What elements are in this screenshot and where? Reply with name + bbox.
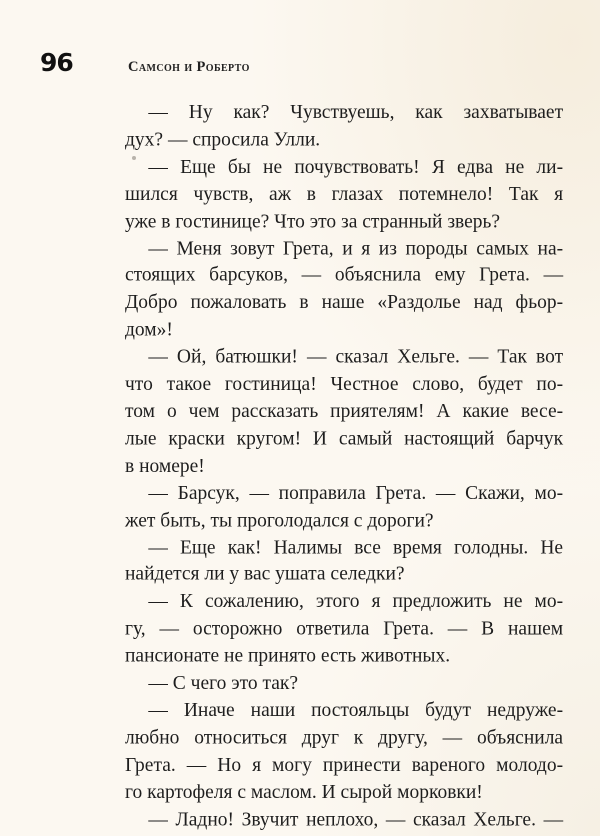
text-line: Добро пожаловать в наше «Раздолье над фьор- — [125, 292, 564, 314]
text-line: — Ой, батюшки! — сказал Хельге. — Так вот — [148, 347, 564, 369]
book-title: Самсон и Роберто — [128, 59, 250, 75]
text-line: гу, — осторожно ответила Грета. — В нашем — [125, 618, 564, 640]
text-line: — Еще бы не почувствовать! Я едва не ли- — [148, 156, 564, 178]
text-line: что такое гостиница! Честное слово, будет по- — [125, 374, 564, 396]
text-line: — Еще как! Налимы все время голодны. Не — [148, 537, 564, 559]
body-text — [125, 100, 563, 834]
text-line: в номере! — [125, 455, 205, 477]
paragraph — [125, 345, 563, 481]
text-line: дом»! — [125, 320, 173, 341]
text-line: жет быть, ты проголодался с дороги? — [125, 510, 434, 532]
text-line: — С чего это так? — [148, 673, 299, 695]
page-number: 96 — [40, 48, 73, 77]
paragraph — [125, 236, 563, 345]
text-line: любно относиться друг к другу, — объяснила — [125, 727, 564, 749]
text-line: — К сожалению, этого я предложить не мо- — [148, 591, 564, 613]
paragraph — [125, 480, 563, 534]
text-line: — Барсук, — поправила Грета. — Скажи, мо- — [148, 483, 564, 504]
paragraph — [125, 535, 563, 589]
paragraph — [125, 807, 563, 834]
text-line: го картофеля с маслом. И сырой морковки! — [125, 782, 483, 803]
text-line: том о чем рассказать приятелям! А какие весе- — [125, 401, 564, 423]
text-line: дух? — спросила Улли. — [125, 129, 321, 151]
text-line: шился чувств, аж в глазах потемнело! Так я — [125, 184, 564, 205]
text-line: пансионате не принято есть животных. — [125, 646, 451, 667]
paragraph — [125, 589, 563, 671]
text-line: Грета. — Но я могу принести вареного молодо- — [125, 754, 564, 776]
paragraph — [125, 154, 563, 236]
text-line: — Ладно! Звучит неплохо, — сказал Хельге. — — [148, 809, 564, 831]
running-head — [40, 48, 250, 78]
text-line: — Иначе наши постояльцы будут недруже- — [148, 700, 564, 722]
text-line: найдется ли у вас ушата селедки? — [125, 564, 405, 586]
text-line: — Меня зовут Грета, и я из породы самых на- — [148, 238, 564, 260]
paragraph — [125, 100, 563, 154]
text-line: — Ну как? Чувствуешь, как захватывает — [148, 102, 564, 124]
paragraph — [125, 698, 563, 807]
paragraph — [125, 671, 563, 698]
text-line: стоящих барсуков, — объяснила ему Грета. — — [125, 265, 564, 287]
text-line: лые краски кругом! И самый настоящий барчук — [125, 428, 564, 450]
text-line: уже в гостинице? Что это за странный зверь? — [125, 211, 501, 233]
